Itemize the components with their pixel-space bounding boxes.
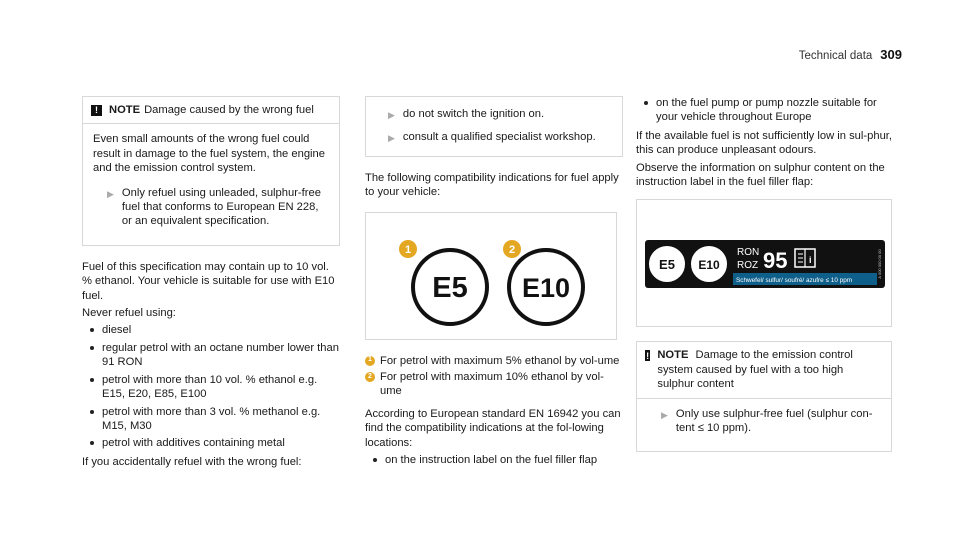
column-2 [365,96,623,471]
notice-body [637,399,891,452]
list-item: diesel [82,323,340,337]
e5-label: E5 [432,271,468,304]
notice-step-text: Only refuel using unleaded, sulphur-free fuel that conforms to European EN 228, or an equivalent specification. [121,186,321,228]
svg-text:ROZ: ROZ [737,260,759,272]
list-item: on the fuel pump or pump nozzle suitable for your vehicle throughout Europe [636,96,892,125]
notice-header [83,97,339,124]
arrow-right-icon: ▶ [661,409,668,420]
bullet-list [636,96,892,125]
list-item: petrol with more than 10 vol. % ethanol e.g. E15, E20, E85, E100 [82,373,340,402]
arrow-right-icon: ▶ [388,133,395,144]
paragraph: Fuel of this specification may contain up to 10 vol. % ethanol. Your vehicle is suitable for use with E10 fuel. [82,260,335,302]
bullet-list [365,453,623,467]
legend-item: 2 For petrol with maximum 10% ethanol by vol-ume [365,370,623,399]
section-title: Technical data [798,50,873,62]
list-item: petrol with additives containing metal [82,436,340,450]
fuel-label-svg [637,200,891,326]
compatibility-figure [365,212,617,340]
paragraph: Observe the information on sulphur content on the instruction label in the fuel filler flap: [636,161,885,189]
steps-box [365,96,623,157]
list-item: on the instruction label on the fuel filler flap [365,453,623,467]
notice-title: Damage to the emission control system caused by fuel with a too high sulphur content [657,349,853,391]
sulphur-notice-box [636,341,892,452]
fuel-notice-box [82,96,340,246]
notice-step [93,186,329,229]
e10-label: E10 [521,272,571,303]
column-1 [82,96,340,472]
notice-label: NOTE [657,349,689,362]
notice-header [637,342,891,398]
paragraph: If the available fuel is not sufficiently low in sul-phur, this can produce unpleasant odours. [636,129,893,157]
arrow-right-icon: ▶ [107,188,114,199]
notice-step: ▶ Only use sulphur-free fuel (sulphur con-tent ≤ 10 ppm). [661,407,873,435]
arrow-right-icon: ▶ [388,110,395,120]
step-item: ▶ consult a qualified specialist workshop. [374,130,612,145]
warning-icon: ! [646,350,650,361]
notice-title: Damage caused by the wrong fuel [144,104,314,116]
svg-text:E5: E5 [659,257,675,273]
fuel-label-figure [636,199,892,327]
svg-text:E10: E10 [698,258,720,273]
page-number: 309 [880,47,902,62]
svg-text:2: 2 [508,243,516,256]
step-item: ▶ do not switch the ignition on. [374,107,612,122]
paragraph: The following compatibility indications for fuel apply to your vehicle: [365,171,619,199]
warning-icon: ! [91,105,102,116]
bullet-list [82,323,340,450]
svg-text:1: 1 [404,243,412,256]
notice-label: NOTE [109,104,141,116]
legend-item: 1 For petrol with maximum 5% ethanol by vol-ume [365,354,623,368]
page-header [799,48,902,63]
svg-text:Schwefel/ sulfur/ soufré/ azuf: Schwefel/ sulfur/ soufré/ azufre ≤ 10 ppm [736,277,853,285]
column-3 [636,96,892,452]
paragraph: According to European standard EN 16942 you can find the compatibility indications at the fol-lowing locations: [365,407,621,449]
list-item: regular petrol with an octane number lower than 91 RON [82,341,340,370]
paragraph: If you accidentally refuel with the wrong fuel: [82,455,302,468]
svg-text:i: i [809,255,812,266]
compatibility-symbols-svg [366,213,616,339]
svg-text:95: 95 [763,248,788,274]
notice-body [83,124,339,244]
svg-text:RON: RON [737,247,760,259]
list-item: petrol with more than 3 vol. % methanol e.g. M15, M30 [82,405,340,434]
paragraph: Never refuel using: [82,307,176,320]
notice-text: Even small amounts of the wrong fuel could result in damage to the fuel system, the engine and the emission control system. [93,133,325,175]
svg-text:A 000 000 00 00: A 000 000 00 00 [877,249,882,280]
